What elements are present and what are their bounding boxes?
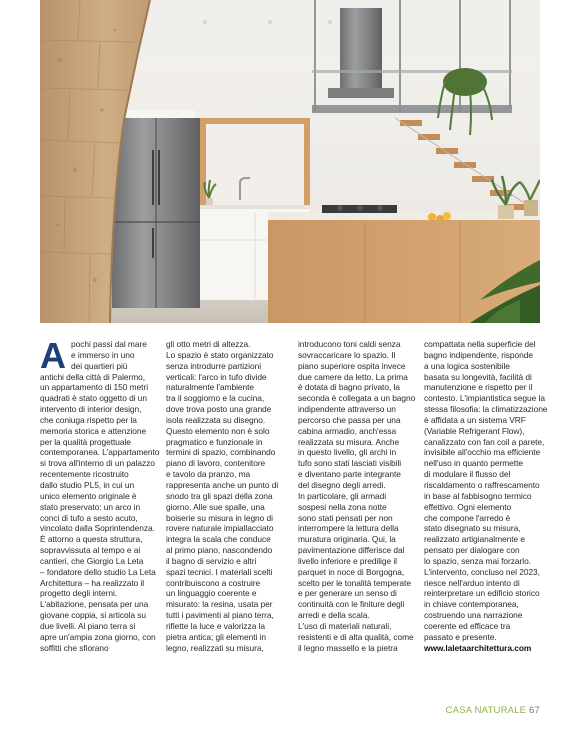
text-line: è affidata a un sistema VRF [424, 414, 526, 425]
text-line: in base al fabbisogno termico [424, 490, 532, 501]
text-line: progetto degli interni. [40, 588, 118, 599]
text-line: isola realizzata su disegno. [166, 414, 266, 425]
text-line: introducono toni caldi senza [298, 339, 401, 349]
text-line: indipendente attraverso un [298, 404, 396, 415]
text-line: integra la scala che conduce [166, 534, 271, 545]
page-number: 67 [529, 705, 540, 716]
text-line: pensato per dialogare con [424, 545, 520, 556]
text-line: apre un'ampia zona giorno, con [40, 631, 156, 642]
text-line: conci di tufo a sesto acuto, [40, 512, 138, 523]
text-line: un appartamento di 150 metri [40, 382, 149, 393]
text-line: (Variable Refrigerant Flow), [424, 425, 525, 436]
text-line: Architettura – ha realizzato il [40, 577, 145, 588]
text-line: che compone l'arredo è [424, 512, 511, 523]
text-line: legno, realizzati su misura, [166, 642, 264, 653]
text-line: riesce nell'arduo intento di [424, 577, 520, 588]
text-line: cantieri, che Giorgio La Leta [40, 555, 144, 566]
text-line: tra il soggiorno e la cucina, [166, 393, 265, 404]
text-line: un linguaggio coerente e [166, 588, 257, 599]
text-line: e per generare un senso di [298, 588, 397, 599]
text-line: cabina armadio, anch'essa [298, 425, 397, 436]
text-line: stato preservato: un arco in [40, 501, 141, 512]
magazine-section-name: CASA NATURALE [445, 705, 527, 716]
text-line: snodo tra gli spazi della zona [166, 490, 273, 501]
text-line: antichi della città di Palermo, [40, 371, 146, 382]
kitchen-photo [40, 0, 540, 323]
text-line: coerente ed efficace tra [424, 620, 511, 631]
text-line: percorso che passa per una [298, 414, 401, 425]
text-line: il legno massello e la pietra [298, 642, 398, 653]
text-line: giovane coppia, si articola su [40, 610, 147, 621]
text-line: intervento di interior design, [40, 404, 142, 415]
text-line: giorno. Alle sue spalle, una [166, 501, 265, 512]
text-line: effettivo. Ogni elemento [424, 501, 512, 512]
text-line: termini di spazio, combinando [166, 447, 276, 458]
text-line: Lo spazio è stato organizzato [166, 349, 274, 360]
text-line: livello inferiore e predilige il [298, 555, 397, 566]
text-line: spazi tecnici. I materiali scelti [166, 566, 273, 577]
text-line: manutenzione e rispetto per il [424, 382, 533, 393]
text-line: muratura originaria. Qui, la [298, 534, 396, 545]
text-line: interrompere la lettura della [298, 523, 399, 534]
text-line: quadrati è stato oggetto di un [40, 393, 147, 404]
text-line: Questo elemento non è solo [166, 425, 270, 436]
text-line: a una logica sostenibile [424, 360, 510, 371]
text-line: nell'uso in quanto permette [424, 458, 523, 469]
text-line: due livelli. Al piano terra si [40, 620, 136, 631]
text-line: compattata nella superficie del [424, 339, 536, 349]
page-folio [446, 705, 540, 716]
text-line: tutti i pavimenti al piano terra, [166, 610, 274, 621]
text-line: memoria storica e attenzione [40, 425, 147, 436]
text-line: parquet in noce di Borgogna, [298, 566, 405, 577]
text-line: seconda è collegata a un bagno [298, 393, 416, 404]
text-line: realizzata su misura. Anche [298, 436, 400, 447]
text-line: senza introdurre partizioni [166, 360, 262, 371]
text-line: passato e presente. [424, 631, 497, 642]
text-line: L'uso di materiali naturali, [298, 620, 392, 631]
text-line: L'intervento, concluso nel 2023, [424, 566, 540, 577]
text-line: di modulare il flusso del [424, 469, 511, 480]
text-line: e tavolo da pranzo, ma [166, 469, 251, 480]
text-column-3 [298, 339, 416, 653]
text-line: contesto. L'impiantistica segue la [424, 393, 545, 404]
text-line: realizzato artigianalmente e [424, 534, 526, 545]
text-line: canalizzato con fan coil a parete, [424, 436, 545, 447]
text-line: si trova all'interno di un palazzo [40, 458, 155, 469]
text-line: sospesi nella zona notte [298, 501, 387, 512]
text-line: sono stati pensati per non [298, 512, 393, 523]
text-line: bagno indipendente, risponde [424, 349, 533, 360]
kitchen-illustration [40, 0, 540, 323]
text-line: reinterpretare un edificio storico [424, 588, 540, 599]
text-line: continuità con le finiture degli [298, 599, 405, 610]
text-line: basata su longevità, facilità di [424, 371, 532, 382]
text-column-1 [40, 335, 160, 653]
text-line: è dotata di bagno privato, la [298, 382, 400, 393]
text-line: scelto per le tonalità temperate [298, 577, 411, 588]
text-line: costruendo una narrazione [424, 610, 523, 621]
text-line: per la qualità progettuale [40, 436, 131, 447]
text-line: rovere naturale impiallacciato [166, 523, 274, 534]
text-line: gli otto metri di altezza. [166, 339, 251, 349]
text-line: riscaldamento o raffrescamento [424, 479, 540, 490]
text-line: pragmatico e funzionale in [166, 436, 263, 447]
text-line: dove trova posto una grande [166, 404, 272, 415]
text-line: stessa filosofia: la climatizzazione [424, 404, 548, 415]
text-line: verticali: l'arco in tufo divide [166, 371, 267, 382]
text-line: al primo piano, nascondendo [166, 545, 273, 556]
text-line: L'abitazione, pensata per una [40, 599, 149, 610]
text-line: boiserie su misura in legno di [166, 512, 273, 523]
text-line: misurato: la resina, usata per [166, 599, 273, 610]
text-line: piano superiore ospita invece [298, 360, 406, 371]
text-line: invisibile all'occhio ma efficiente [424, 447, 541, 458]
website-link[interactable]: www.laletaarchitettura.com [424, 642, 532, 653]
text-line: in questo livello, gli archi in [298, 447, 397, 458]
text-line: vincolato dalla Soprintendenza. [40, 523, 155, 534]
text-line: soffitti che sfiorano [40, 642, 109, 653]
text-line: tufo sono stati lasciati visibili [298, 458, 402, 469]
text-line: stato disegnato su misura, [424, 523, 521, 534]
text-line: pietra antica; gli elementi in [166, 631, 266, 642]
text-line: riflette la luce e valorizza la [166, 620, 265, 631]
text-line: piano di lavoro, contenitore [166, 458, 266, 469]
text-line: contemporanea. L'appartamento [40, 447, 160, 458]
text-line: rappresenta anche un punto di [166, 479, 279, 490]
text-line: contribuiscono a costruire [166, 577, 261, 588]
text-line: naturalmente l'ambiente [166, 382, 254, 393]
text-line: in chiave contemporanea, [424, 599, 519, 610]
text-line: e diventano parte integrante [298, 469, 401, 480]
text-line: In particolare, gli armadi [298, 490, 387, 501]
text-line: pochi passi dal mare [71, 339, 147, 349]
text-line: sopravvissuta al tempo e ai [40, 545, 141, 556]
text-line: e immerso in uno [71, 349, 135, 360]
text-line: che coniuga rispetto per la [40, 414, 137, 425]
text-line: il bagno di servizio e altri [166, 555, 257, 566]
text-line: dei quartieri più [71, 360, 128, 371]
text-line: sovraccaricare lo spazio. Il [298, 349, 396, 360]
text-line: recentemente ricostruito [40, 469, 129, 480]
text-line: – fondatore dello studio La Leta [40, 566, 156, 577]
drop-cap: A [40, 335, 66, 376]
text-line: del disegno degli arredi. [298, 479, 386, 490]
text-column-2 [166, 339, 290, 653]
text-line: due camere da letto. La prima [298, 371, 408, 382]
text-column-4 [424, 339, 548, 653]
text-line: dallo studio PL5, in cui un [40, 479, 135, 490]
text-line: unico elemento originale è [40, 490, 137, 501]
text-line: arredi e della scala. [298, 610, 370, 621]
text-line: pavimentazione differisce dal [298, 545, 405, 556]
text-line: lo spazio, senza mai forzarlo. [424, 555, 531, 566]
text-line: È attorno a questa struttura, [40, 534, 143, 545]
text-line: resistenti e di alta qualità, come [298, 631, 414, 642]
